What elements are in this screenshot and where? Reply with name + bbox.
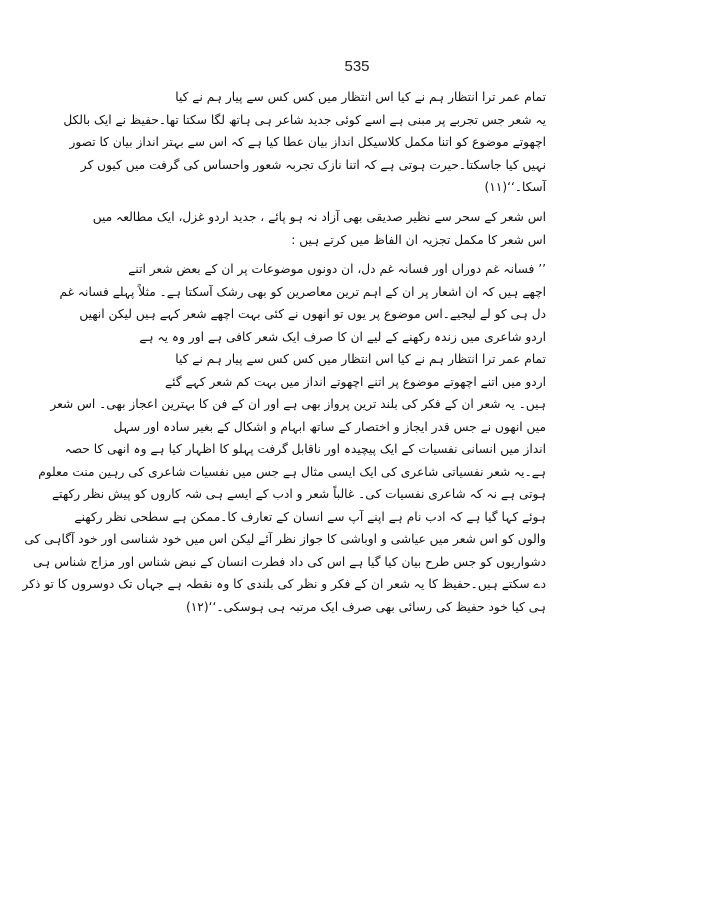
paragraph-1-line: نہیں کیا جاسکتا۔حیرت ہوتی ہے کہ اتنا نازک تجربہ شعور واحساس کی گرفت میں کیوں کر xyxy=(80,157,546,172)
quotation-line: میں انھوں نے جس قدر ایجاز و اختصار کے ساتھ ابہام و اشکال کے بغیر سادہ اور سہل xyxy=(113,419,546,434)
quotation-line: اردو شاعری میں زندہ رکھنے کے لیے ان کا صرف ایک شعر کافی ہے اور وہ یہ ہے xyxy=(139,329,546,344)
verse-1-hemistich-right: تمام عمر ترا انتظار ہم نے کیا xyxy=(397,90,546,104)
paragraph-1-last-line: آسکا۔‘‘(۱۱) xyxy=(484,180,546,194)
quotation-line: دل ہی کو لے لیجیے۔اس موضوع پر یوں تو انھوں نے کئی بہت اچھے شعر کہے ہیں لیکن انھیں xyxy=(79,307,546,321)
quotation-line: دشواریوں کو جس طرح بیان کیا گیا ہے اس کی داد فطرت انسان کے نبض شناس اور مزاج شناس ہی xyxy=(33,554,546,569)
quotation-line: دے سکتے ہیں۔حفیظ کا یہ شعر ان کے فکر و نظر کی بلندی کا وہ نقطہ ہے جہاں تک دوسروں کا تو ذکر xyxy=(22,577,546,591)
block-quotation xyxy=(22,258,546,618)
paragraph-2-last-line: اس شعر کا مکمل تجزیہ ان الفاظ میں کرتے ہیں : xyxy=(291,232,546,247)
paragraph-2 xyxy=(92,206,546,251)
quotation-line: انداز میں انسانی نفسیات کے ایک پیچیدہ اور ناقابل گرفت پہلو کا اظہار کیا ہے وہ انھی کا حصہ xyxy=(64,442,546,456)
paragraph-1 xyxy=(63,86,546,199)
verse-2-hemistich-right: تمام عمر ترا انتظار ہم نے کیا xyxy=(397,352,546,366)
quotation-line: ہوتی ہے نہ کہ شاعری نفسیات کی۔ غالباً شعر و ادب کے ایسے ہی شہ کاروں کو پیش نظر رکھتے xyxy=(52,487,546,501)
paragraph-2-line: اس شعر کے سحر سے نظیر صدیقی بھی آزاد نہ ہو پائے ، جدید اردو غزل، ایک مطالعہ میں xyxy=(92,210,546,224)
quotation-line: ہیں۔ یہ شعر ان کے فکر کی بلند ترین پرواز بھی ہے اور ان کے فن کا بہترین اعجاز بھی۔ اس شعر xyxy=(50,397,546,411)
verse-couplet-2 xyxy=(175,348,546,371)
paragraph-1-line: اچھوتے موضوع کو اتنا مکمل کلاسیکل انداز بیان عطا کیا ہے کہ اس سے بہتر انداز بیان کا تصور xyxy=(69,135,546,149)
quotation-line: والوں کو اس شعر میں عیاشی و اوباشی کا جواز نظر آئے لیکن اس میں خود شناسی اور خود آگاہی کی xyxy=(24,532,546,546)
paragraph-1-line: یہ شعر جس تجربے پر مبنی ہے اسے کوئی جدید شاعر ہی ہاتھ لگا سکتا تھا۔حفیظ نے ایک بالکل xyxy=(63,112,546,127)
quotation-line: ’’ فسانہ غم دوراں اور فسانہ غم دل، ان دونوں موضوعات پر ان کے بعض شعر اتنے xyxy=(128,262,546,276)
verse-couplet-1 xyxy=(175,86,546,109)
page-number: 535 xyxy=(344,58,370,75)
verse-1-hemistich-left: اس انتظار میں کس کس سے پیار ہم نے کیا xyxy=(175,90,394,104)
quotation-line: ہے۔یہ شعر نفسیاتی شاعری کی ایک ایسی مثال ہے جس میں نفسیات شاعری کی رہین منت معلوم xyxy=(38,464,546,479)
verse-2-hemistich-left: اس انتظار میں کس کس سے پیار ہم نے کیا xyxy=(175,352,394,366)
quotation-line: اچھے ہیں کہ ان اشعار پر ان کے اہم ترین معاصرین کو بھی رشک آسکتا ہے۔ مثلاً پہلے فسانہ غم xyxy=(59,284,546,299)
quotation-final-line: ہی کیا خود حفیظ کی رسائی بھی صرف ایک مرتبہ ہی ہوسکی۔‘‘(۱۲) xyxy=(186,599,546,614)
quotation-line: اردو میں اتنے اچھوتے موضوع پر اتنے اچھوتے انداز میں بہت کم شعر کہے گئے xyxy=(165,374,546,389)
quotation-line: ہوئے کہا گیا ہے کہ ادب نام ہے اپنے آپ سے انسان کے تعارف کا۔ممکن ہے سطحی نظر رکھنے xyxy=(74,509,546,524)
